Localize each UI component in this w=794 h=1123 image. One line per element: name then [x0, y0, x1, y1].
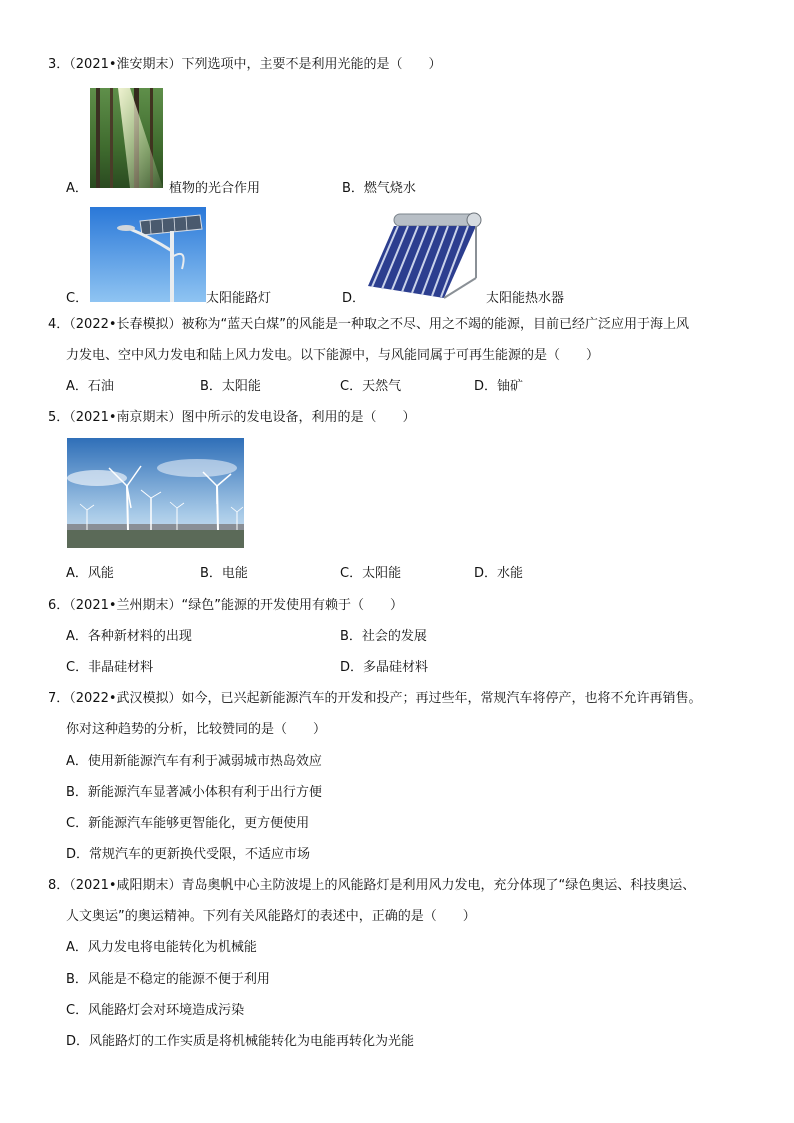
q4-option-c: C．天然气 [340, 379, 402, 394]
q4-stem-line2: 力发电、空中风力发电和陆上风力发电。以下能源中，与风能同属于可再生能源的是（ ） [66, 348, 600, 363]
q6-stem: 6．（2021•兰州期末）“绿色”能源的开发使用有赖于（ ） [48, 598, 403, 613]
q8-option-d: D．风能路灯的工作实质是将机械能转化为电能再转化为光能 [66, 1034, 415, 1049]
q4-stem-line1: 4．（2022•长春模拟）被称为“蓝天白煤”的风能是一种取之不尽、用之不竭的能源，目前已经广泛应用于海上风 [48, 317, 689, 332]
solar-water-heater-image [364, 206, 482, 302]
wind-turbines-image [67, 438, 244, 548]
q5-option-d: D．水能 [474, 566, 524, 581]
q4-option-b: B．太阳能 [200, 379, 261, 394]
q3-stem: 3．（2021•淮安期末）下列选项中，主要不是利用光能的是（ ） [48, 57, 442, 72]
q7-option-a: A．使用新能源汽车有利于减弱城市热岛效应 [66, 754, 322, 769]
q5-option-a: A．风能 [66, 566, 114, 581]
q6-option-a: A．各种新材料的出现 [66, 629, 192, 644]
q6-option-d: D．多晶硅材料 [340, 660, 429, 675]
q5-option-b: B．电能 [200, 566, 248, 581]
q4-option-a: A．石油 [66, 379, 114, 394]
q3-option-c-text: 太阳能路灯 [206, 291, 272, 306]
q6-option-c: C．非晶硅材料 [66, 660, 154, 675]
q8-stem-line2: 人文奥运”的奥运精神。下列有关风能路灯的表述中，正确的是（ ） [66, 909, 476, 924]
q7-stem-line2: 你对这种趋势的分析，比较赞同的是（ ） [66, 722, 327, 737]
q5-stem: 5．（2021•南京期末）图中所示的发电设备，利用的是（ ） [48, 410, 416, 425]
q3-option-a-label: A． [66, 181, 88, 196]
q5-option-c: C．太阳能 [340, 566, 402, 581]
q3-option-c-label: C． [66, 291, 89, 306]
q4-option-d: D．铀矿 [474, 379, 524, 394]
q3-option-b: B．燃气烧水 [342, 181, 416, 196]
q6-option-b: B．社会的发展 [340, 629, 427, 644]
q8-option-a: A．风力发电将电能转化为机械能 [66, 940, 257, 955]
q7-option-c: C．新能源汽车能够更智能化，更方便使用 [66, 816, 310, 831]
q7-stem-line1: 7．（2022•武汉模拟）如今，已兴起新能源汽车的开发和投产；再过些年，常规汽车将停产，也将不允许再销售。 [48, 691, 702, 706]
q8-option-c: C．风能路灯会对环境造成污染 [66, 1003, 245, 1018]
forest-image [90, 88, 163, 188]
solar-street-light-image [90, 207, 206, 302]
q8-stem-line1: 8．（2021•咸阳期末）青岛奥帆中心主防波堤上的风能路灯是利用风力发电，充分体现了“绿色奥运、科技奥运、 [48, 878, 696, 893]
q3-option-d-text: 太阳能热水器 [486, 291, 565, 306]
q7-option-d: D．常规汽车的更新换代受限，不适应市场 [66, 847, 311, 862]
q8-option-b: B．风能是不稳定的能源不便于利用 [66, 972, 270, 987]
q7-option-b: B．新能源汽车显著减小体积有利于出行方便 [66, 785, 322, 800]
q3-option-a-text: 植物的光合作用 [169, 181, 261, 196]
q3-option-d-label: D． [342, 291, 366, 306]
